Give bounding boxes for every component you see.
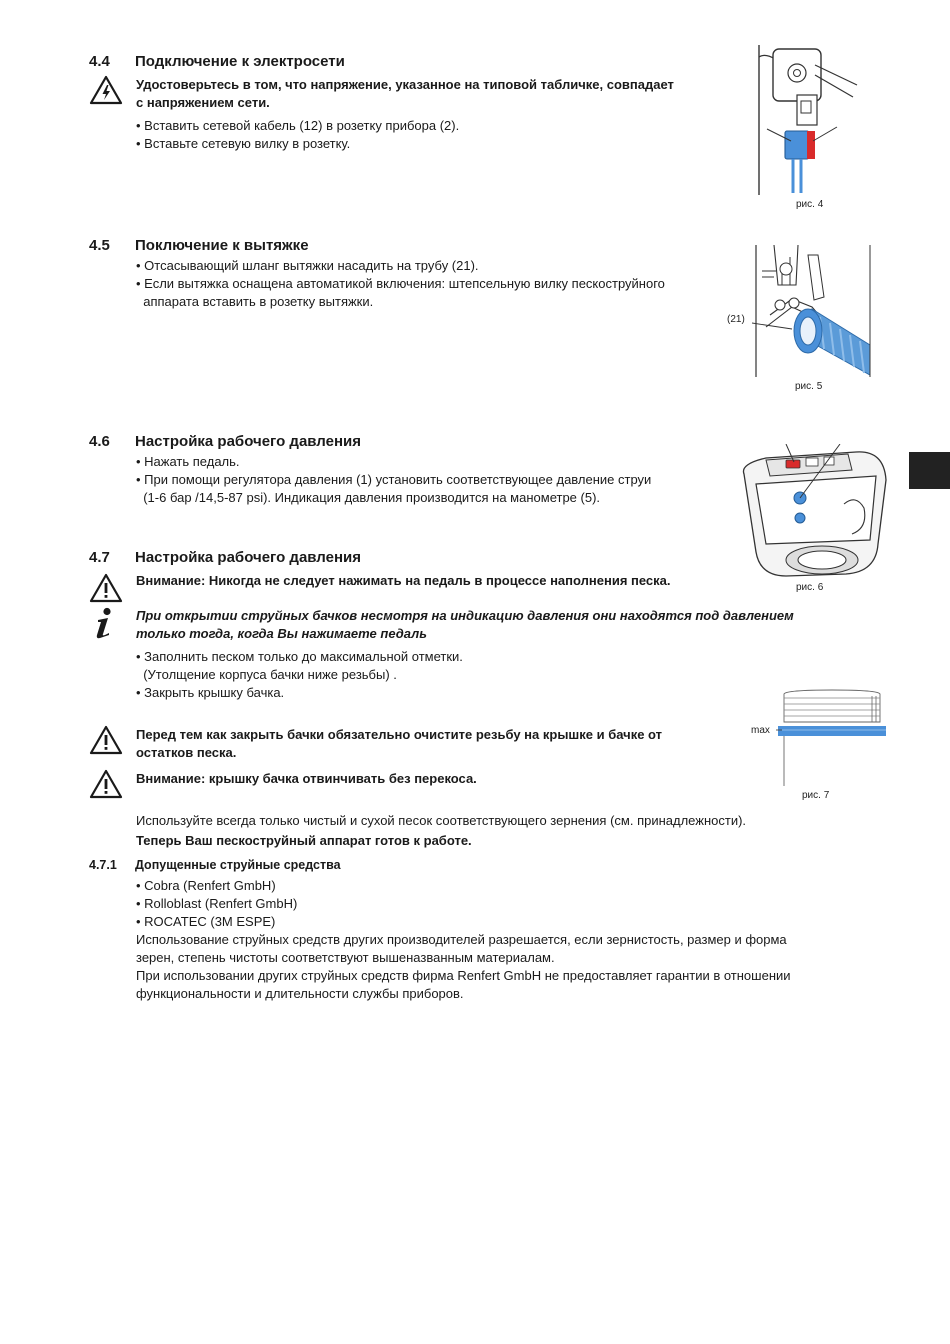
- text-line: Использование струйных средств других производителей разрешается, если зернистость, размер и форма: [136, 932, 787, 947]
- section-title: Подключение к электросети: [135, 53, 345, 70]
- text-line: Перед тем как закрыть бачки обязательно очистите резьбу на крышке и бачке от: [136, 727, 663, 742]
- text-line: При открытии струйных бачков несмотря на индикацию давления они находятся под давлением: [136, 608, 794, 623]
- text-line: Используйте всегда только чистый и сухой песок соответствующего зернения (см. принадлежности).: [136, 813, 747, 828]
- sand-tank-max-figure: [776, 688, 888, 786]
- exhaust-hose-figure: [752, 245, 880, 377]
- list-item: • Вставьте сетевую вилку в розетку.: [136, 136, 351, 151]
- info-icon: [92, 607, 118, 639]
- list-item: (Утолщение корпуса бачки ниже резьбы) .: [136, 667, 397, 682]
- power-plug-figure: [745, 45, 865, 195]
- list-item: • Заполнить песком только до максимальной отметки.: [136, 649, 463, 664]
- section-4-7-steps: [136, 648, 463, 702]
- ready-statement: Теперь Ваш пескоструйный аппарат готов к работе.: [136, 833, 472, 848]
- figure-5-label: (21): [727, 314, 745, 325]
- list-item: • Rolloblast (Renfert GmbH): [136, 896, 298, 911]
- list-item: • Вставить сетевой кабель (12) в розетку прибора (2).: [136, 118, 460, 133]
- figure-7-caption: рис. 7: [802, 790, 830, 801]
- list-item: • Cobra (Renfert GmbH): [136, 878, 276, 893]
- section-4-7-1-body: [136, 877, 791, 1003]
- text-line: зерен, степень чистоты соответствуют вышеназванным материалам.: [136, 950, 555, 965]
- list-item: (1-6 бар /14,5-87 psi). Индикация давления производится на манометре (5).: [136, 490, 601, 505]
- section-number: 4.5: [89, 237, 110, 254]
- sandblaster-unit-figure: [736, 444, 888, 580]
- pedal-warning: Внимание: Никогда не следует нажимать на педаль в процессе наполнения песка.: [136, 573, 671, 588]
- section-title: Поключение к вытяжке: [135, 237, 309, 254]
- warning-icon: [89, 573, 123, 603]
- voltage-warning: [136, 76, 674, 112]
- figure-6-caption: рис. 6: [796, 582, 824, 593]
- text-line: Удостоверьтесь в том, что напряжение, указанное на типовой табличке, совпадает: [136, 77, 674, 92]
- warning-icon: [89, 725, 123, 755]
- section-number: 4.7.1: [89, 858, 117, 872]
- figure-5-caption: рис. 5: [795, 381, 823, 392]
- section-4-4-steps: [136, 117, 459, 153]
- section-4-6-steps: [136, 453, 651, 507]
- list-item: • Отсасывающий шланг вытяжки насадить на трубу (21).: [136, 258, 479, 273]
- text-line: только тогда, когда Вы нажимаете педаль: [136, 626, 427, 641]
- language-tab-marker: [909, 452, 950, 489]
- thread-cleaning-warning: [136, 726, 662, 762]
- section-title: Допущенные струйные средства: [135, 858, 341, 872]
- section-4-7-closing: [136, 812, 746, 850]
- list-item: • Нажать педаль.: [136, 454, 240, 469]
- list-item: • Если вытяжка оснащена автоматикой включения: штепсельную вилку пескоструйного: [136, 276, 665, 291]
- lid-warning: Внимание: крышку бачка отвинчивать без перекоса.: [136, 771, 477, 786]
- list-item: • Закрыть крышку бачка.: [136, 685, 285, 700]
- electric-warning-icon: [89, 75, 123, 105]
- warning-icon: [89, 769, 123, 799]
- section-title: Настройка рабочего давления: [135, 433, 362, 450]
- section-number: 4.6: [89, 433, 110, 450]
- section-number: 4.7: [89, 549, 110, 566]
- list-item: аппарата вставить в розетку вытяжки.: [136, 294, 374, 309]
- section-title: Настройка рабочего давления: [135, 549, 362, 566]
- text-line: остатков песка.: [136, 745, 237, 760]
- text-line: с напряжением сети.: [136, 95, 270, 110]
- section-number: 4.4: [89, 53, 110, 70]
- text-line: При использовании других струйных средств фирма Renfert GmbH не предоставляет гарантии в отношении: [136, 968, 791, 983]
- section-4-5-steps: [136, 257, 665, 311]
- figure-7-label: max: [751, 725, 770, 736]
- list-item: • ROCATEC (3M ESPE): [136, 914, 276, 929]
- figure-4-caption: рис. 4: [796, 199, 824, 210]
- list-item: • При помощи регулятора давления (1) установить соответствующее давление струи: [136, 472, 652, 487]
- text-line: функциональности и длительности службы приборов.: [136, 986, 464, 1001]
- pressure-info-note: [136, 607, 794, 643]
